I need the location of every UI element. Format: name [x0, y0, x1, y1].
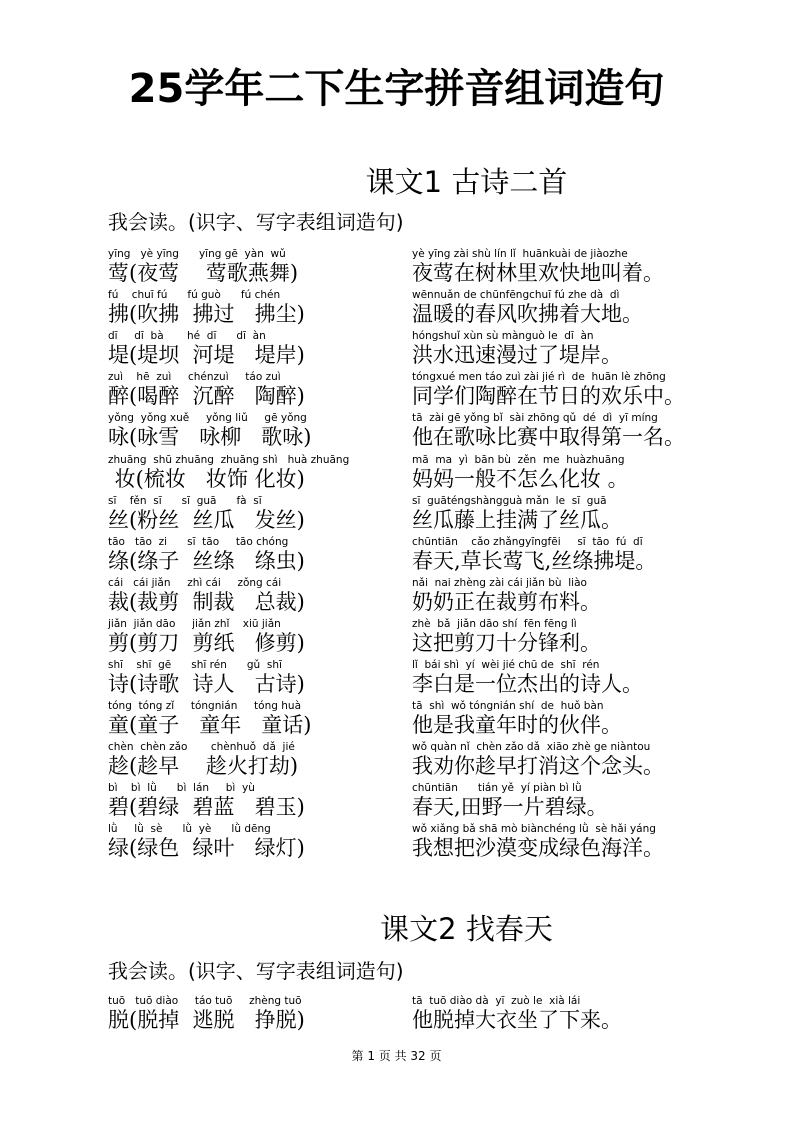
sentence-pinyin: wǒ quàn nǐ chèn zǎo dǎ xiāo zhè ge niàntou [412, 741, 651, 754]
sentence-pinyin: sī guāténgshàngguà mǎn le sī guā [412, 494, 607, 507]
sentence-pinyin: wēnnuǎn de chūnfēngchuī fú zhe dà dì [412, 289, 620, 302]
word-hanzi: 裁(裁剪 制裁 总裁) [108, 589, 305, 614]
sentence-cell [412, 412, 685, 450]
word-pinyin: shī shī gē shī rén gǔ shī [108, 659, 282, 671]
word-cell [108, 289, 305, 327]
sentence-hanzi: 春天,草长莺飞,丝绦拂堤。 [412, 548, 657, 573]
word-cell [108, 536, 305, 574]
sentence-hanzi: 温暖的春风吹拂着大地。 [412, 302, 643, 327]
sentence-cell [412, 536, 656, 574]
vocab-row [0, 577, 793, 617]
vocab-row [0, 371, 793, 411]
sentence-cell [412, 700, 622, 738]
sentence-hanzi: 丝瓜藤上挂满了丝瓜。 [412, 507, 622, 532]
sentence-pinyin: chūntiān cǎo zhǎngyīngfēi sī tāo fú dī [412, 535, 643, 548]
word-hanzi: 醉(喝醉 沉醉 陶醉) [108, 384, 305, 409]
word-hanzi: 丝(粉丝 丝瓜 发丝) [108, 507, 305, 532]
page-footer: 第 1 页 共 32 页 [351, 1049, 442, 1063]
word-hanzi: 碧(碧绿 碧蓝 碧玉) [108, 795, 305, 820]
sentence-hanzi: 他在歌咏比赛中取得第一名。 [412, 425, 685, 450]
lesson-title: 课文1 古诗二首 [365, 165, 568, 199]
sentence-pinyin: tā shì wǒ tóngnián shí de huǒ bàn [412, 700, 604, 713]
word-pinyin: jiǎn jiǎn dāo jiǎn zhǐ xiū jiǎn [108, 617, 281, 630]
sentence-cell [412, 741, 664, 779]
vocab-row [0, 536, 793, 576]
sentence-cell [412, 995, 622, 1033]
word-hanzi: 堤(堤坝 河堤 堤岸) [108, 343, 305, 368]
sentence-hanzi: 妈妈一般不怎么化妆 。 [412, 466, 629, 491]
sentence-cell [412, 618, 601, 656]
word-pinyin: tāo tāo zi sī tāo tāo chóng [108, 535, 289, 548]
sentence-pinyin: chūntiān tián yě yí piàn bì lǜ [412, 782, 582, 795]
word-cell [108, 995, 305, 1033]
sentence-hanzi: 李白是一位杰出的诗人。 [412, 672, 643, 696]
word-hanzi: 脱(脱掉 逃脱 挣脱) [108, 1008, 305, 1032]
word-pinyin: bì bì lǜ bì lán bì yù [108, 782, 255, 795]
word-pinyin: chèn chèn zǎo chènhuǒ dǎ jié [108, 741, 295, 754]
word-pinyin: lǜ lǜ sè lǜ yè lǜ dēng [108, 823, 271, 836]
sentence-hanzi: 这把剪刀十分锋利。 [412, 630, 601, 655]
word-pinyin: sī fěn sī sī guā fà sī [108, 494, 262, 507]
vocab-row [0, 700, 793, 740]
vocab-row [0, 412, 793, 452]
vocab-row [0, 823, 793, 863]
vocab-row [0, 659, 793, 699]
sentence-cell [412, 823, 664, 861]
word-hanzi: 莺(夜莺 莺歌燕舞) [108, 261, 299, 285]
word-pinyin: yǒng yǒng xuě yǒng liǔ gē yǒng [108, 412, 307, 425]
sentence-cell [412, 248, 664, 286]
word-cell [108, 700, 311, 738]
sentence-cell [412, 330, 622, 368]
sentence-pinyin: hóngshuǐ xùn sù mànguò le dī àn [412, 330, 594, 343]
word-cell [108, 454, 349, 492]
word-cell [108, 659, 305, 697]
sentence-pinyin: zhè bǎ jiǎn dāo shí fēn fēng lì [412, 617, 577, 630]
sentence-cell [412, 577, 601, 615]
word-cell [108, 248, 298, 286]
vocab-row [0, 330, 793, 370]
word-hanzi: 诗(诗歌 诗人 古诗) [108, 672, 305, 696]
sentence-cell [412, 289, 643, 327]
vocab-row [0, 995, 793, 1035]
section-label: 我会读。(识字、写字表组词造句) [108, 210, 404, 234]
sentence-hanzi: 他是我童年时的伙伴。 [412, 713, 622, 738]
word-pinyin: zhuāng shū zhuāng zhuāng shì huà zhuāng [108, 453, 350, 466]
word-pinyin: tuō tuō diào táo tuō zhèng tuō [108, 995, 302, 1007]
word-hanzi: 拂(吹拂 拂过 拂尘) [108, 302, 305, 327]
vocab-row [0, 289, 793, 329]
word-cell [108, 823, 305, 861]
document-title: 25学年二下生字拼音组词造句 [128, 66, 665, 112]
word-cell [108, 495, 305, 533]
sentence-pinyin: lǐ bái shì yí wèi jié chū de shī rén [412, 659, 600, 671]
word-cell [108, 741, 298, 779]
sentence-hanzi: 夜莺在树林里欢快地叫着。 [412, 261, 664, 285]
sentence-cell [412, 782, 608, 820]
sentence-hanzi: 春天,田野一片碧绿。 [412, 795, 608, 820]
word-hanzi: 妆(梳妆 妆饰 化妆) [108, 466, 305, 491]
word-pinyin: zuì hē zuì chénzuì táo zuì [108, 371, 281, 384]
word-cell [108, 412, 311, 450]
word-hanzi: 绿(绿色 绿叶 绿灯) [108, 836, 305, 861]
sentence-cell [412, 495, 622, 533]
word-hanzi: 绦(绦子 丝绦 绦虫) [108, 548, 305, 573]
vocab-row [0, 495, 793, 535]
sentence-hanzi: 我劝你趁早打消这个念头。 [412, 754, 664, 779]
sentence-pinyin: mā ma yì bān bù zěn me huàzhuāng [412, 453, 625, 466]
sentence-pinyin: nǎi nai zhèng zài cái jiǎn bù liào [412, 576, 587, 589]
sentence-hanzi: 洪水迅速漫过了堤岸。 [412, 343, 622, 368]
section-label: 我会读。(识字、写字表组词造句) [108, 959, 404, 983]
sentence-hanzi: 奶奶正在裁剪布料。 [412, 589, 601, 614]
word-pinyin: dī dī bà hé dī dī àn [108, 330, 266, 343]
sentence-pinyin: yè yīng zài shù lín lǐ huānkuài de jiàozhe [412, 248, 628, 260]
sentence-hanzi: 我想把沙漠变成绿色海洋。 [412, 836, 664, 861]
sentence-pinyin: tā zài gē yǒng bǐ sài zhōng qǔ dé dì yī míng [412, 412, 658, 425]
sentence-cell [412, 454, 629, 492]
word-pinyin: tóng tóng zǐ tóngnián tóng huà [108, 700, 302, 713]
vocab-row [0, 248, 793, 288]
word-hanzi: 咏(咏雪 咏柳 歌咏) [108, 425, 312, 450]
sentence-hanzi: 他脱掉大衣坐了下来。 [412, 1008, 622, 1032]
sentence-pinyin: tóngxué men táo zuì zài jié rì de huān lè zhōng [412, 371, 666, 384]
word-pinyin: yīng yè yīng yīng gē yàn wǔ [108, 248, 286, 260]
word-hanzi: 趁(趁早 趁火打劫) [108, 754, 299, 779]
sentence-pinyin: tā tuō diào dà yī zuò le xià lái [412, 995, 581, 1007]
sentence-hanzi: 同学们陶醉在节日的欢乐中。 [412, 384, 685, 409]
sentence-cell [412, 659, 643, 697]
vocab-row [0, 454, 793, 494]
word-cell [108, 371, 305, 409]
word-hanzi: 童(童子 童年 童话) [108, 713, 312, 738]
vocab-row [0, 741, 793, 781]
word-pinyin: cái cái jiǎn zhì cái zǒng cái [108, 576, 282, 589]
vocab-row [0, 618, 793, 658]
sentence-cell [412, 371, 685, 409]
word-cell [108, 330, 305, 368]
word-pinyin: fú chuī fú fú guò fú chén [108, 289, 281, 302]
sentence-pinyin: wǒ xiǎng bǎ shā mò biànchéng lǜ sè hǎi yáng [412, 823, 656, 836]
vocab-row [0, 782, 793, 822]
word-cell [108, 782, 305, 820]
lesson-title: 课文2 找春天 [380, 912, 553, 946]
word-cell [108, 618, 305, 656]
word-cell [108, 577, 305, 615]
word-hanzi: 剪(剪刀 剪纸 修剪) [108, 630, 305, 655]
